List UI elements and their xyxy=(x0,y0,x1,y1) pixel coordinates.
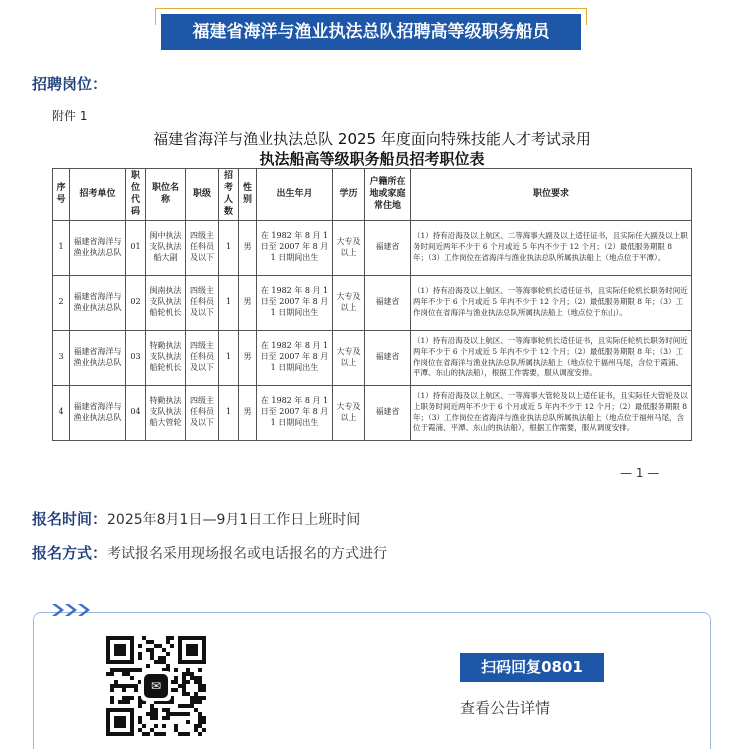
table-cell: 福建省海洋与渔业执法总队 xyxy=(70,385,126,440)
column-header: 性别 xyxy=(239,169,257,221)
table-cell: 在 1982 年 8 月 1 日至 2007 年 8 月 1 日期间出生 xyxy=(257,275,333,330)
table-cell: 特勤执法支队执法船大管轮 xyxy=(146,385,186,440)
table-cell: 福建省海洋与渔业执法总队 xyxy=(70,330,126,385)
page-title: 福建省海洋与渔业执法总队招聘高等级职务船员 xyxy=(161,14,581,50)
column-header: 职位代码 xyxy=(126,169,146,221)
table-cell: 1 xyxy=(219,220,239,275)
table-cell: 闽中执法支队执法船大副 xyxy=(146,220,186,275)
table-cell: 闽南执法支队执法船轮机长 xyxy=(146,275,186,330)
page-number: — 1 — xyxy=(620,466,660,480)
table-cell: 1 xyxy=(219,330,239,385)
table-cell: 03 xyxy=(126,330,146,385)
column-header: 出生年月 xyxy=(257,169,333,221)
registration-method-value: 考试报名采用现场报名或电话报名的方式进行 xyxy=(107,546,388,562)
table-cell-requirements: （1）持有沿海及以上航区、二等海事大副及以上适任证书，且实际任大副及以上职务时间近两年不少于 6 个月或近 5 年内不少于 12 个月；（2）最低服务期限 8 年；（3）工作岗位在省海洋与渔业执法总队所属执法船上（地点位于平潭）。 xyxy=(411,220,692,275)
qr-center-logo xyxy=(141,671,171,701)
column-header: 招考单位 xyxy=(70,169,126,221)
table-cell: 大专及以上 xyxy=(333,385,365,440)
column-header: 户籍所在地或家庭常住地 xyxy=(365,169,411,221)
table-cell: 福建省 xyxy=(365,385,411,440)
table-cell: 大专及以上 xyxy=(333,220,365,275)
column-header: 职位名称 xyxy=(146,169,186,221)
table-row xyxy=(53,220,692,275)
positions-table xyxy=(52,168,692,441)
table-cell: 男 xyxy=(239,385,257,440)
table-cell: 1 xyxy=(53,220,70,275)
view-announcement-link[interactable]: 查看公告详情 xyxy=(460,699,551,717)
table-header-row xyxy=(53,169,692,221)
column-header: 职级 xyxy=(186,169,219,221)
chevron-arrows-icon xyxy=(52,602,98,618)
table-cell: 四级主任科员及以下 xyxy=(186,385,219,440)
table-cell: 04 xyxy=(126,385,146,440)
table-row xyxy=(53,385,692,440)
table-cell: 02 xyxy=(126,275,146,330)
table-cell: 大专及以上 xyxy=(333,330,365,385)
registration-time-value: 2025年8月1日—9月1日工作日上班时间 xyxy=(107,512,361,528)
table-cell: 福建省 xyxy=(365,330,411,385)
registration-time xyxy=(32,508,360,529)
column-header: 学历 xyxy=(333,169,365,221)
registration-method-label: 报名方式： xyxy=(32,544,108,562)
table-cell: 3 xyxy=(53,330,70,385)
table-cell: 在 1982 年 8 月 1 日至 2007 年 8 月 1 日期间出生 xyxy=(257,385,333,440)
table-cell: 四级主任科员及以下 xyxy=(186,275,219,330)
table-cell: 福建省 xyxy=(365,275,411,330)
column-header: 序号 xyxy=(53,169,70,221)
scan-reply-button[interactable]: 扫码回复0801 xyxy=(460,653,604,682)
positions-section-label: 招聘岗位： xyxy=(32,75,108,93)
table-cell: 01 xyxy=(126,220,146,275)
table-cell: 在 1982 年 8 月 1 日至 2007 年 8 月 1 日期间出生 xyxy=(257,330,333,385)
table-cell: 福建省海洋与渔业执法总队 xyxy=(70,220,126,275)
registration-time-label: 报名时间： xyxy=(32,510,108,528)
table-row xyxy=(53,330,692,385)
table-cell: 福建省 xyxy=(365,220,411,275)
table-cell: 四级主任科员及以下 xyxy=(186,330,219,385)
table-cell: 1 xyxy=(219,275,239,330)
wechat-icon: ✉ xyxy=(144,674,168,698)
table-cell: 男 xyxy=(239,275,257,330)
table-cell: 4 xyxy=(53,385,70,440)
document-title-line2: 执法船高等级职务船员招考职位表 xyxy=(259,150,485,168)
table-cell: 男 xyxy=(239,330,257,385)
document-title-line1: 福建省海洋与渔业执法总队 2025 年度面向特殊技能人才考试录用 xyxy=(153,130,591,148)
table-cell: 大专及以上 xyxy=(333,275,365,330)
column-header: 职位要求 xyxy=(411,169,692,221)
attachment-label: 附件 1 xyxy=(52,109,88,123)
table-cell-requirements: （1）持有沿海及以上航区、一等海事轮机长适任证书，且实际任轮机长职务时间近两年不少于 6 个月或近 5 年内不少于 12 个月；（2）最低服务期限 8 年；（3）工作岗位在省海洋与渔业执法总队所属执法船上（地点位于东山）。 xyxy=(411,275,692,330)
table-cell: 男 xyxy=(239,220,257,275)
table-cell: 福建省海洋与渔业执法总队 xyxy=(70,275,126,330)
header-banner xyxy=(155,8,587,50)
table-cell-requirements: （1）持有沿海及以上航区、一等海事轮机长适任证书，且实际任轮机长职务时间近两年不少于 6 个月或近 5 年内不少于 12 个月；（2）最低服务期限 8 年；（3）工作岗位在省海洋与渔业执法总队所属执法船上（地点位于福州马尾，含位于霞浦、平潭、东山的执法船），根据工作需要，服从调度安排。 xyxy=(411,330,692,385)
table-row xyxy=(53,275,692,330)
column-header: 招考人数 xyxy=(219,169,239,221)
table-cell: 四级主任科员及以下 xyxy=(186,220,219,275)
table-cell: 特勤执法支队执法船轮机长 xyxy=(146,330,186,385)
table-cell: 1 xyxy=(219,385,239,440)
table-cell-requirements: （1）持有沿海及以上航区、一等海事大管轮及以上适任证书，且实际任大管轮及以上职务时间近两年不少于 6 个月或近 5 年内不少于 12 个月；（2）最低服务期限 8 年；（3）工作岗位在省海洋与渔业执法总队所属执法船上（地点位于福州马尾，含位于霞浦、平潭、东山的执法船），根据工作需要，服从调度安排。 xyxy=(411,385,692,440)
table-cell: 在 1982 年 8 月 1 日至 2007 年 8 月 1 日期间出生 xyxy=(257,220,333,275)
registration-method xyxy=(32,542,387,563)
table-cell: 2 xyxy=(53,275,70,330)
